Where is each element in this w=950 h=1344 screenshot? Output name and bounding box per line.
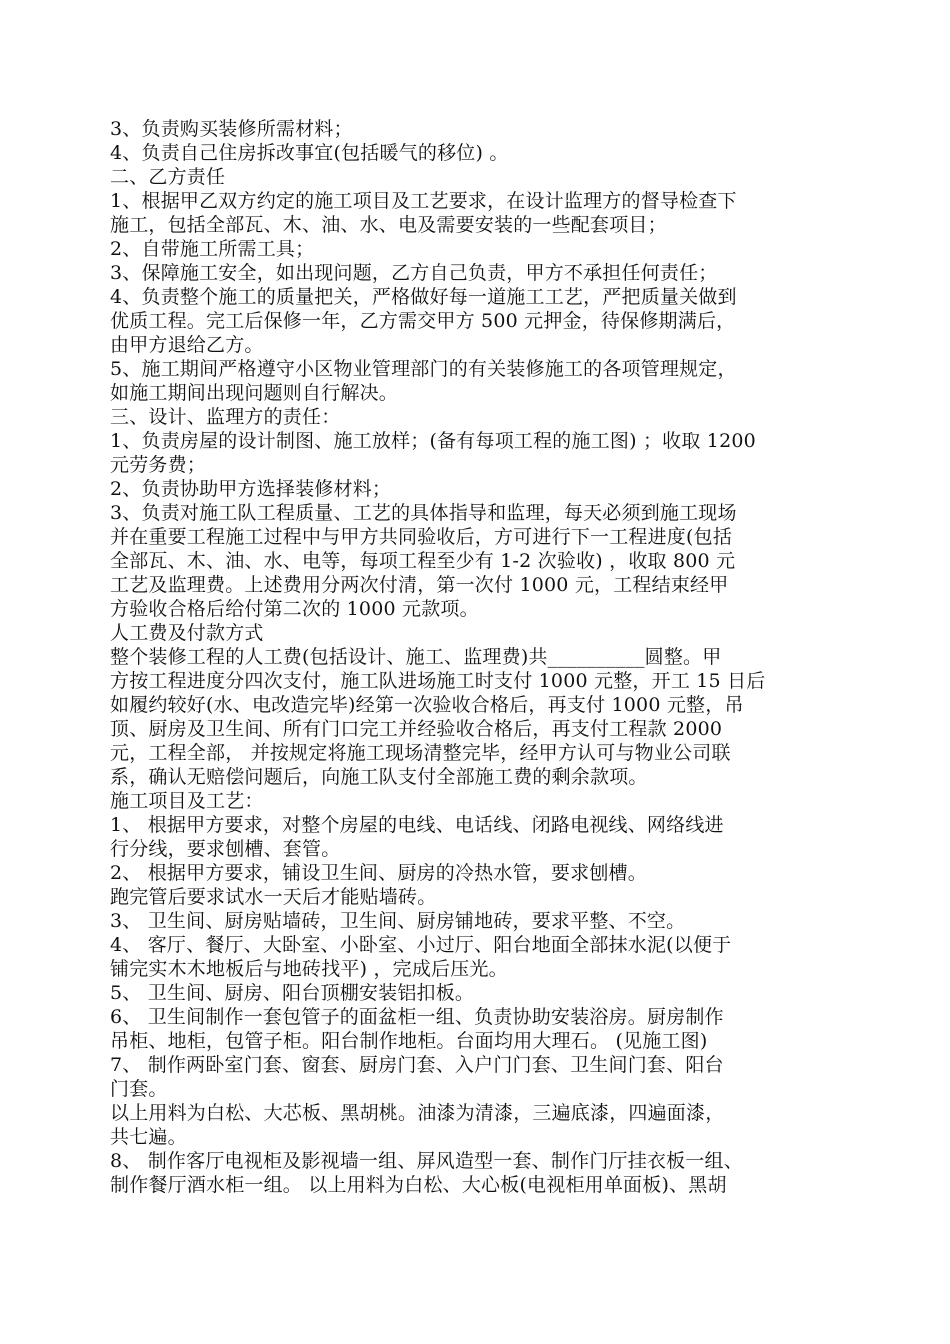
text-line: 顶、厨房及卫生间、所有门口完工并经验收合格后，再支付工程款 2000 <box>110 718 723 740</box>
text-line: 4、负责整个施工的质量把关，严格做好每一道施工工艺，严把质量关做到 <box>110 286 737 308</box>
text-line: 3、负责购买装修所需材料； <box>110 118 353 140</box>
text-line: 2、负责协助甲方选择装修材料； <box>110 478 392 500</box>
text-line: 方按工程进度分四次支付，施工队进场施工时支付 1000 元整，开工 15 日后 <box>110 670 766 692</box>
text-line: 制作餐厅酒水柜一组。 以上用料为白松、大心板(电视柜用单面板)、黑胡 <box>110 1174 727 1196</box>
text-line: 工艺及监理费。上述费用分两次付清，第一次付 1000 元，工程结束经甲 <box>110 574 729 596</box>
text-line: 跑完管后要求试水一天后才能贴墙砖。 <box>110 886 437 908</box>
text-line: 4、 客厅、餐厅、大卧室、小卧室、小过厅、阳台地面全部抹水泥(以便于 <box>110 934 732 956</box>
text-line: 5、施工期间严格遵守小区物业管理部门的有关装修施工的各项管理规定， <box>110 358 737 380</box>
text-line: 3、负责对施工队工程质量、工艺的具体指导和监理，每天必须到施工现场 <box>110 502 737 524</box>
text-line: 5、 卫生间、厨房、阳台顶棚安装铝扣板。 <box>110 982 475 1004</box>
text-line: 共七遍。 <box>110 1126 187 1148</box>
text-line: 6、 卫生间制作一套包管子的面盆柜一组、负责协助安装浴房。厨房制作 <box>110 1006 724 1028</box>
text-line: 1、根据甲乙双方约定的施工项目及工艺要求，在设计监理方的督导检查下 <box>110 190 737 212</box>
contract-text-body <box>110 117 840 1197</box>
text-line: 元劳务费； <box>110 454 207 476</box>
text-line: 8、 制作客厅电视柜及影视墙一组、屏风造型一套、制作门厅挂衣板一组、 <box>110 1150 743 1172</box>
text-line: 方验收合格后给付第二次的 1000 元款项。 <box>110 598 479 620</box>
section-heading: 三、设计、监理方的责任： <box>110 406 341 428</box>
text-line: 吊柜、地柜，包管子柜。阳台制作地柜。台面均用大理石。 (见施工图) <box>110 1030 708 1052</box>
text-line: 元，工程全部， 并按规定将施工现场清整完毕，经甲方认可与物业公司联 <box>110 742 731 764</box>
text-line: 整个装修工程的人工费(包括设计、施工、监理费)共__________圆整。甲 <box>110 646 722 668</box>
text-line: 7、 制作两卧室门套、窗套、厨房门套、入户门门套、卫生间门套、阳台 <box>110 1054 724 1076</box>
text-line: 3、 卫生间、厨房贴墙砖，卫生间、厨房铺地砖，要求平整、不空。 <box>110 910 686 932</box>
section-heading: 人工费及付款方式 <box>110 622 264 644</box>
text-line: 2、 根据甲方要求，铺设卫生间、厨房的冷热水管，要求刨槽。 <box>110 862 647 884</box>
section-heading: 施工项目及工艺： <box>110 790 264 812</box>
text-line: 2、自带施工所需工具； <box>110 238 315 260</box>
text-line: 1、 根据甲方要求，对整个房屋的电线、电话线、闭路电视线、网络线进 <box>110 814 724 836</box>
text-line: 由甲方退给乙方。 <box>110 334 264 356</box>
text-line: 行分线，要求刨槽、套管。 <box>110 838 341 860</box>
text-line: 施工，包括全部瓦、木、油、水、电及需要安装的一些配套项目； <box>110 214 667 236</box>
text-line: 系，确认无赔偿问题后，向施工队支付全部施工费的剩余款项。 <box>110 766 648 788</box>
text-line: 1、负责房屋的设计制图、施工放样；(备有每项工程的施工图) ；收取 1200 <box>110 430 756 452</box>
text-line: 以上用料为白松、大芯板、黑胡桃。油漆为清漆，三遍底漆，四遍面漆， <box>110 1102 725 1124</box>
text-line: 全部瓦、木、油、水、电等，每项工程至少有 1-2 次验收) ，收取 800 元 <box>110 550 736 572</box>
text-line: 铺完实木木地板后与地砖找平) ，完成后压光。 <box>110 958 508 980</box>
text-line: 3、保障施工安全，如出现问题，乙方自己负责，甲方不承担任何责任； <box>110 262 718 284</box>
text-line: 4、负责自己住房拆改事宜(包括暖气的移位) 。 <box>110 142 509 164</box>
text-line: 门套。 <box>110 1078 168 1100</box>
section-heading: 二、乙方责任 <box>110 166 226 188</box>
text-line: 并在重要工程施工过程中与甲方共同验收后，方可进行下一工程进度(包括 <box>110 526 733 548</box>
text-line: 如履约较好(水、电改造完毕)经第一次验收合格后，再支付 1000 元整，吊 <box>110 694 744 716</box>
text-line: 优质工程。完工后保修一年，乙方需交甲方 500 元押金，待保修期满后， <box>110 310 736 332</box>
text-line: 如施工期间出现问题则自行解决。 <box>110 382 399 404</box>
